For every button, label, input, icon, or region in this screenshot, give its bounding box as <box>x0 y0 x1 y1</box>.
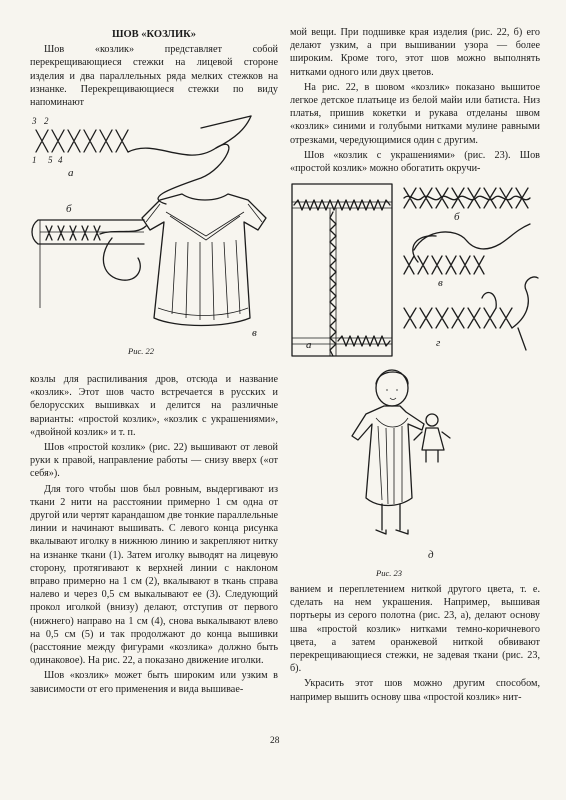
left-column-top <box>30 28 278 109</box>
label-a: а <box>68 167 74 179</box>
label-d: д <box>428 549 434 561</box>
label-5: 5 <box>48 155 53 165</box>
hem-stitch-b <box>32 220 146 308</box>
label-1: 1 <box>32 155 37 165</box>
stitch-row-g <box>404 277 538 350</box>
paragraph: мой вещи. При подшивке края изделия (рис. 22, б) его делают узким, а при вышивании узора — более широким. Кроме того, этот шов можно выполнять нитками одного или двух цветов. <box>290 27 540 78</box>
figure-23-caption: Рис. 23 <box>376 568 402 578</box>
dress-v <box>142 194 266 326</box>
paragraph: ванием и переплетением ниткой другого цвета, т. е. сделать на нем украшения. Например, вышивая портьеры из серого полотна (рис. 23, а), делают основу шва «простой козлик» нитками темно-коричневого цвета, а затем оранжевой ниткой обвивают перекрещивающиеся стежки, не задевая ткани (рис. 23, б). <box>290 584 540 675</box>
label-b: б <box>66 203 72 215</box>
figure-22-drawing <box>26 108 284 346</box>
figure-23 <box>286 178 544 570</box>
figure-22-caption: Рис. 22 <box>128 346 154 356</box>
cross-stitch-row-a <box>36 116 251 204</box>
paragraph: козлы для распиливания дров, отсюда и название «козлик». Этот шов часто встречается в русских и белорусских вышивках и делится на различные варианты: «простой козлик», «козлик с украшениями», «двойной козлик» и т. п. <box>30 374 278 438</box>
paragraph: Шов «козлик» представляет собой перекрещивающиеся стежки на лицевой стороне изделия и два параллельных ряда мелких стежков на изнанке. Перекрещивающиеся стежки по виду напоминают <box>30 44 278 109</box>
paragraph: Для того чтобы шов был ровным, выдергивают из ткани 2 нити на расстоянии примерно 1 см одна от другой или чертят карандашом две тонкие параллельные линии и начинают вышивать. С левого конца рисунка вкалывают иголку в нижнюю линию и закрепляют нитку на изнанке ткани (1). Затем иголку выводят на лицевую сторону, протягивают к верхней линии с наклоном вправо примерно на 1 см (2), вкалывают в ткань справа налево и через 0,5 см выкалывают ее (3). Следующий прокол иголкой (внизу) делают, отступив от первого (нижнего) направо на 1 см (4), снова выкалывают влево на 0,5 см (5) и так продолжают до конца вышивки (расстояние между фигурами «козлика» должно быть одинаковое). На рис. 22, а показано движение иголки. <box>30 483 278 667</box>
label-4: 4 <box>58 155 63 165</box>
label-v: в <box>438 277 443 289</box>
stitch-row-b <box>404 188 530 208</box>
label-v: в <box>252 327 257 339</box>
stitch-row-v <box>404 224 530 274</box>
section-heading: ШОВ «КОЗЛИК» <box>111 29 197 40</box>
label-2: 2 <box>44 116 49 126</box>
right-column-top <box>290 26 540 175</box>
paragraph: Украсить этот шов можно другим способом, например вышить основу шва «простой козлик» нит- <box>290 678 540 703</box>
paragraph: На рис. 22, в шовом «козлик» показано вышитое легкое детское платьице из белой майи или батиста. Низ платья, пришив кокетки и рукава отделаны швом «козлик» синими и голубыми нитками мулине равными отрезками, чередующимися один с другим. <box>290 81 540 146</box>
figure-23-drawing <box>286 178 544 570</box>
curtain-panel-a <box>292 184 392 356</box>
left-column-bottom <box>30 373 278 696</box>
page-number: 28 <box>270 736 280 746</box>
label-3: 3 <box>32 116 37 126</box>
label-a: а <box>306 339 312 351</box>
right-column-bottom <box>290 583 540 704</box>
paragraph: Шов «козлик» может быть широким или узким в зависимости от его применения и вида вышивае- <box>30 670 278 695</box>
girl-figure-d <box>352 370 450 534</box>
scan-edge-artifact <box>550 110 564 750</box>
figure-22 <box>26 108 284 346</box>
paragraph: Шов «козлик с украшениями» (рис. 23). Шов «простой козлик» можно обогатить окручи- <box>290 149 540 175</box>
label-g: г <box>436 337 441 349</box>
label-b: б <box>454 211 460 223</box>
paragraph: Шов «простой козлик» (рис. 22) вышивают от левой руки к правой, направление работы — снизу вверх («от себя»). <box>30 442 278 480</box>
